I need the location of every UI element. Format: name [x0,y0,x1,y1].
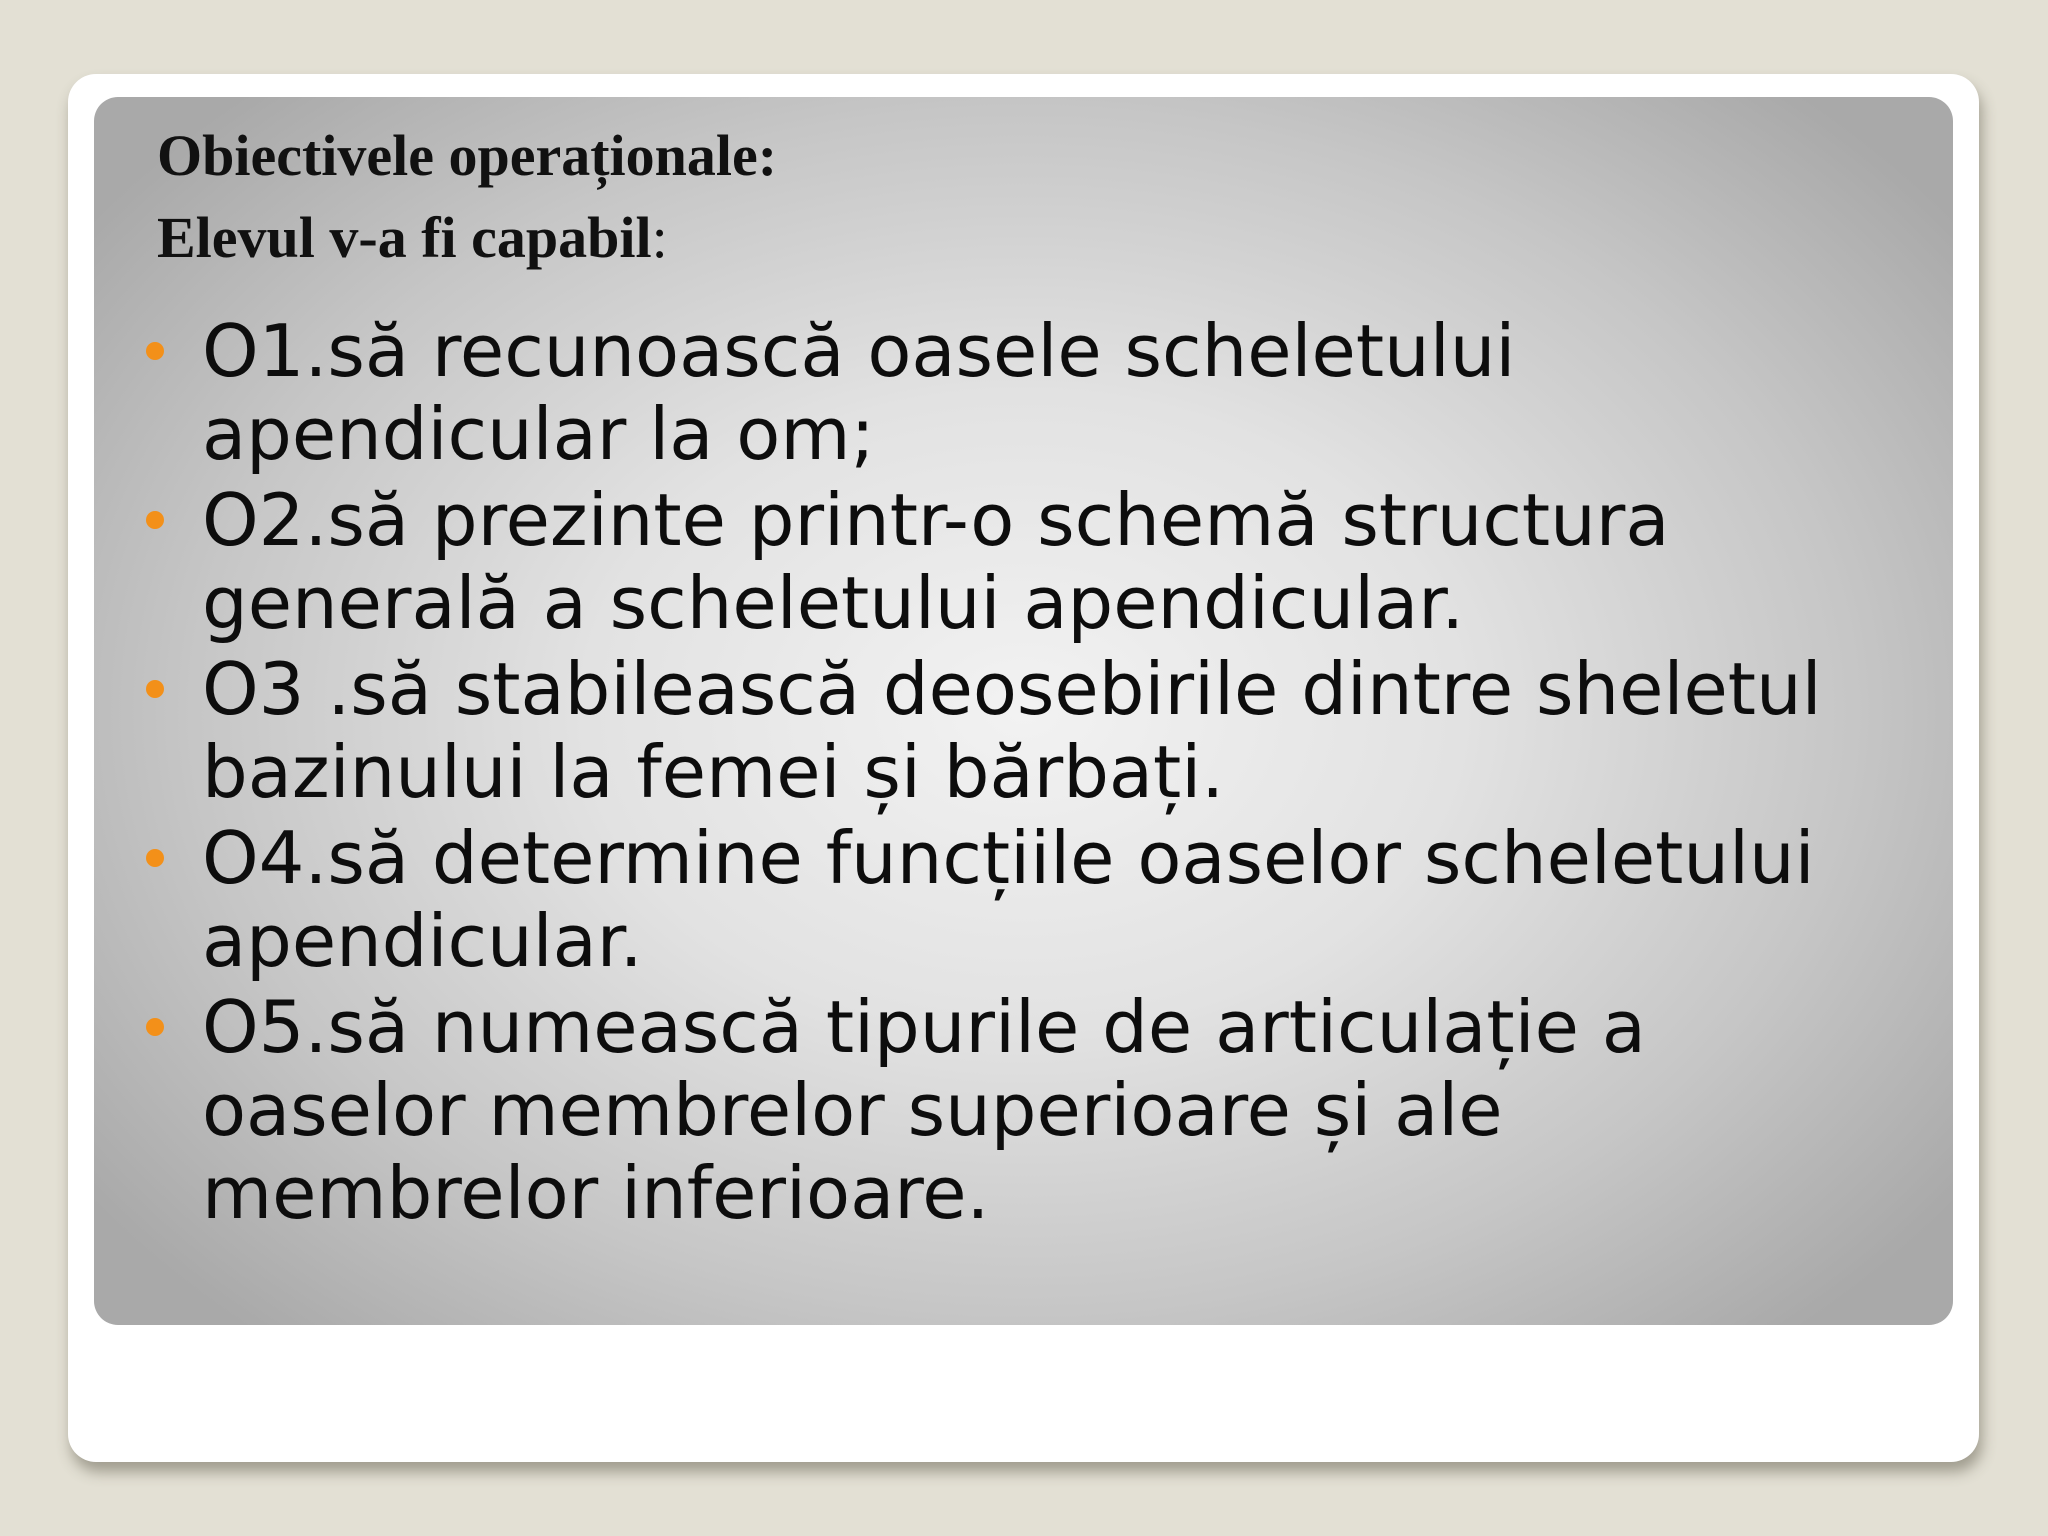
objectives-list [94,310,1953,1238]
slide-subtitle-colon: : [651,205,668,270]
slide-subtitle-text: Elevul v-a fi capabil [157,205,652,270]
objective-line: oaselor membrelor superioare și ale [202,1068,1503,1152]
bullet-dot-icon [146,680,164,698]
objective-item-o4 [94,817,1953,983]
objective-line: O5.să numească tipurile de articulație a [202,985,1646,1069]
objective-line: bazinului la femei și bărbați. [202,730,1225,814]
objective-line: O2.să prezinte printr-o schemă structura [202,478,1670,562]
objective-line: membrelor inferioare. [202,1151,990,1235]
bullet-dot-icon [146,1018,164,1036]
objective-line: apendicular la om; [202,392,875,476]
objective-item-o2 [94,479,1953,645]
slide-subtitle [157,205,668,270]
objective-line: O3 .să stabilească deosebirile dintre sheletul [202,647,1822,731]
bullet-dot-icon [146,342,164,360]
objective-line: generală a scheletului apendicular. [202,561,1465,645]
objective-line: apendicular. [202,899,643,983]
bullet-dot-icon [146,849,164,867]
objective-line: O4.să determine funcțiile oaselor scheletului [202,816,1815,900]
objective-item-o1 [94,310,1953,476]
objective-item-o3 [94,648,1953,814]
slide-title: Obiectivele operaționale: [157,123,778,188]
objective-line: O1.să recunoască oasele scheletului [202,309,1516,393]
objective-item-o5 [94,986,1953,1235]
content-panel [94,97,1953,1325]
slide-card [68,74,1979,1462]
bullet-dot-icon [146,511,164,529]
